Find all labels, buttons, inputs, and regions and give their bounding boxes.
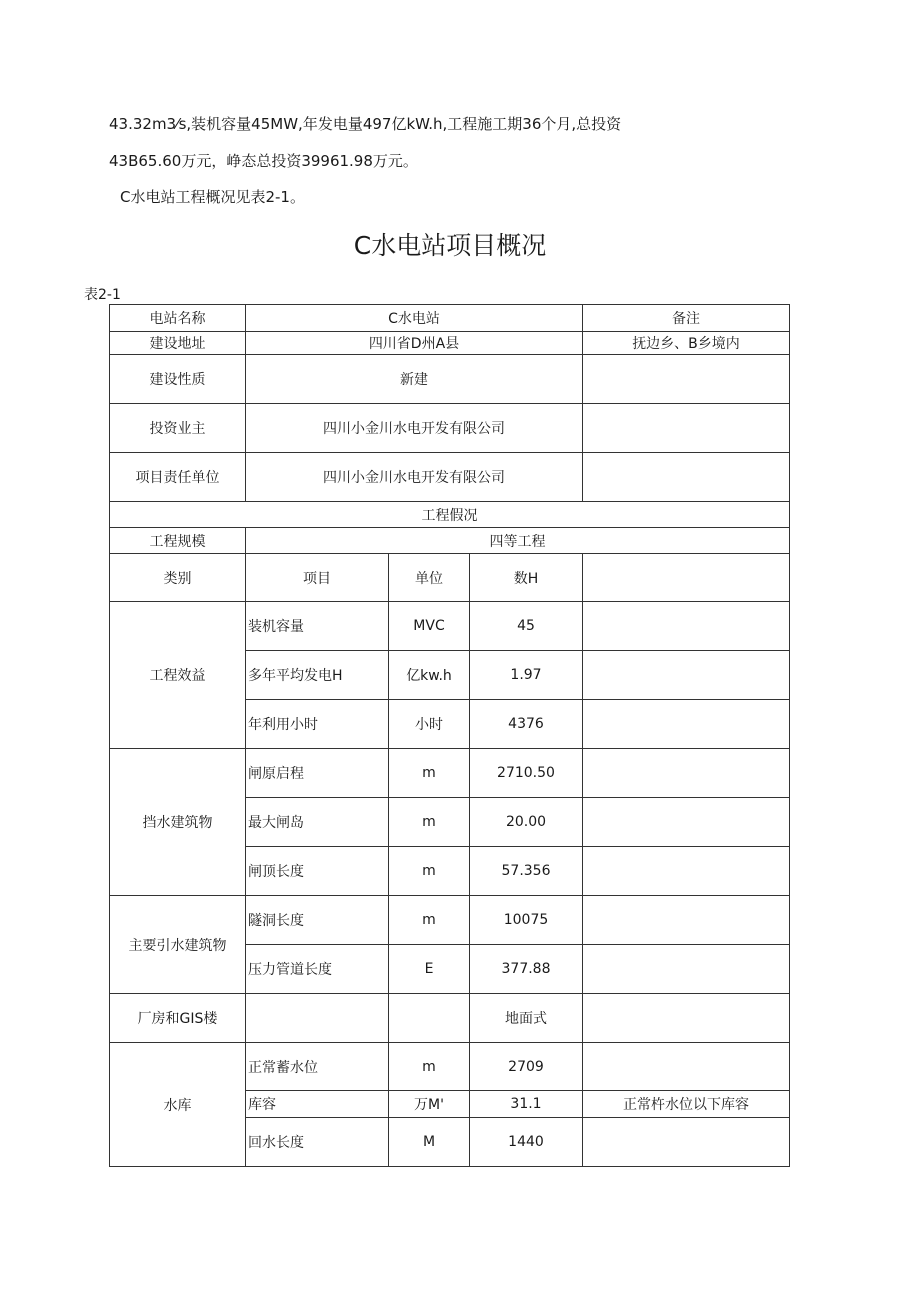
- table-row: [110, 994, 790, 1043]
- owner-label: 投资业主: [110, 404, 246, 453]
- station-name-value: C水电站: [246, 305, 583, 332]
- cell-value: 2710.50: [470, 749, 583, 798]
- cell-unit: m: [389, 847, 470, 896]
- col-value: 数H: [470, 554, 583, 602]
- cell-unit: m: [389, 749, 470, 798]
- cell-remark: [583, 847, 790, 896]
- dam-category: 挡水建筑物: [110, 749, 246, 896]
- cell-value: 31.1: [470, 1091, 583, 1118]
- cell-item: 年利用小时: [246, 700, 389, 749]
- table-row: [110, 332, 790, 355]
- cell-remark: [583, 798, 790, 847]
- cell-remark: [583, 945, 790, 994]
- cell-remark: [583, 700, 790, 749]
- cell-value: 377.88: [470, 945, 583, 994]
- cell-value: 4376: [470, 700, 583, 749]
- table-row: [110, 453, 790, 502]
- cell-value: 1440: [470, 1118, 583, 1167]
- cell-unit: M: [389, 1118, 470, 1167]
- diversion-category: 主要引水建筑物: [110, 896, 246, 994]
- reservoir-category: 水库: [110, 1043, 246, 1167]
- address-remark: 抚边乡、B乡境内: [583, 332, 790, 355]
- cell-item: 最大闸岛: [246, 798, 389, 847]
- col-category: 类别: [110, 554, 246, 602]
- cell-value: 2709: [470, 1043, 583, 1091]
- cell-unit: m: [389, 896, 470, 945]
- address-value: 四川省D州A县: [246, 332, 583, 355]
- table-row: [110, 502, 790, 528]
- cell-item: 装机容量: [246, 602, 389, 651]
- cell-value: 1.97: [470, 651, 583, 700]
- cell-item: 正常蓄水位: [246, 1043, 389, 1091]
- table-row: [110, 1043, 790, 1091]
- powerhouse-category: 厂房和GIS楼: [110, 994, 246, 1043]
- responsible-remark: [583, 453, 790, 502]
- cell-unit: m: [389, 798, 470, 847]
- cell-value: 地面式: [470, 994, 583, 1043]
- cell-remark: [583, 602, 790, 651]
- nature-label: 建设性质: [110, 355, 246, 404]
- cell-unit: 亿kw.h: [389, 651, 470, 700]
- remark-header: 备注: [583, 305, 790, 332]
- intro-line-2: 43B65.60万元，峥态总投资39961.98万元。: [109, 152, 418, 170]
- address-label: 建设地址: [110, 332, 246, 355]
- cell-unit: MVC: [389, 602, 470, 651]
- cell-unit: [389, 994, 470, 1043]
- cell-remark: [583, 749, 790, 798]
- cell-value: 10075: [470, 896, 583, 945]
- table-row: [110, 528, 790, 554]
- cell-value: 57.356: [470, 847, 583, 896]
- scale-value: 四等工程: [246, 528, 790, 554]
- responsible-value: 四川小金川水电开发有限公司: [246, 453, 583, 502]
- table-row: [110, 404, 790, 453]
- responsible-label: 项目责任单位: [110, 453, 246, 502]
- cell-item: 闸原启程: [246, 749, 389, 798]
- cell-remark: [583, 896, 790, 945]
- cell-remark: [583, 1043, 790, 1091]
- station-name-label: 电站名称: [110, 305, 246, 332]
- intro-line-1: 43.32m3⁄s,装机容量45MW,年发电量497亿kW.h,工程施工期36个月,总投资: [109, 115, 622, 133]
- table-row: [110, 305, 790, 332]
- table-title: C水电站项目概况: [353, 231, 547, 260]
- table-row: [110, 554, 790, 602]
- cell-value: 45: [470, 602, 583, 651]
- col-unit: 单位: [389, 554, 470, 602]
- cell-remark: [583, 1118, 790, 1167]
- scale-label: 工程规模: [110, 528, 246, 554]
- intro-line-3: C水电站工程概况见表2-1。: [120, 188, 305, 206]
- cell-remark: [583, 994, 790, 1043]
- overview-header: 工程假况: [110, 502, 790, 528]
- table-row: [110, 896, 790, 945]
- col-remark: [583, 554, 790, 602]
- cell-item: 隧洞长度: [246, 896, 389, 945]
- owner-value: 四川小金川水电开发有限公司: [246, 404, 583, 453]
- cell-item: 闸顶长度: [246, 847, 389, 896]
- nature-value: 新建: [246, 355, 583, 404]
- project-overview-table: [109, 304, 790, 1167]
- owner-remark: [583, 404, 790, 453]
- cell-unit: m: [389, 1043, 470, 1091]
- cell-item: 回水长度: [246, 1118, 389, 1167]
- nature-remark: [583, 355, 790, 404]
- table-row: [110, 355, 790, 404]
- cell-item: 压力管道长度: [246, 945, 389, 994]
- cell-remark: 正常杵水位以下库容: [583, 1091, 790, 1118]
- table-number: 表2-1: [84, 287, 121, 303]
- benefit-category: 工程效益: [110, 602, 246, 749]
- cell-item: 库容: [246, 1091, 389, 1118]
- cell-unit: 万M': [389, 1091, 470, 1118]
- cell-value: 20.00: [470, 798, 583, 847]
- cell-item: [246, 994, 389, 1043]
- cell-item: 多年平均发电H: [246, 651, 389, 700]
- cell-unit: 小时: [389, 700, 470, 749]
- table-row: [110, 602, 790, 651]
- table-row: [110, 749, 790, 798]
- cell-remark: [583, 651, 790, 700]
- col-item: 项目: [246, 554, 389, 602]
- cell-unit: E: [389, 945, 470, 994]
